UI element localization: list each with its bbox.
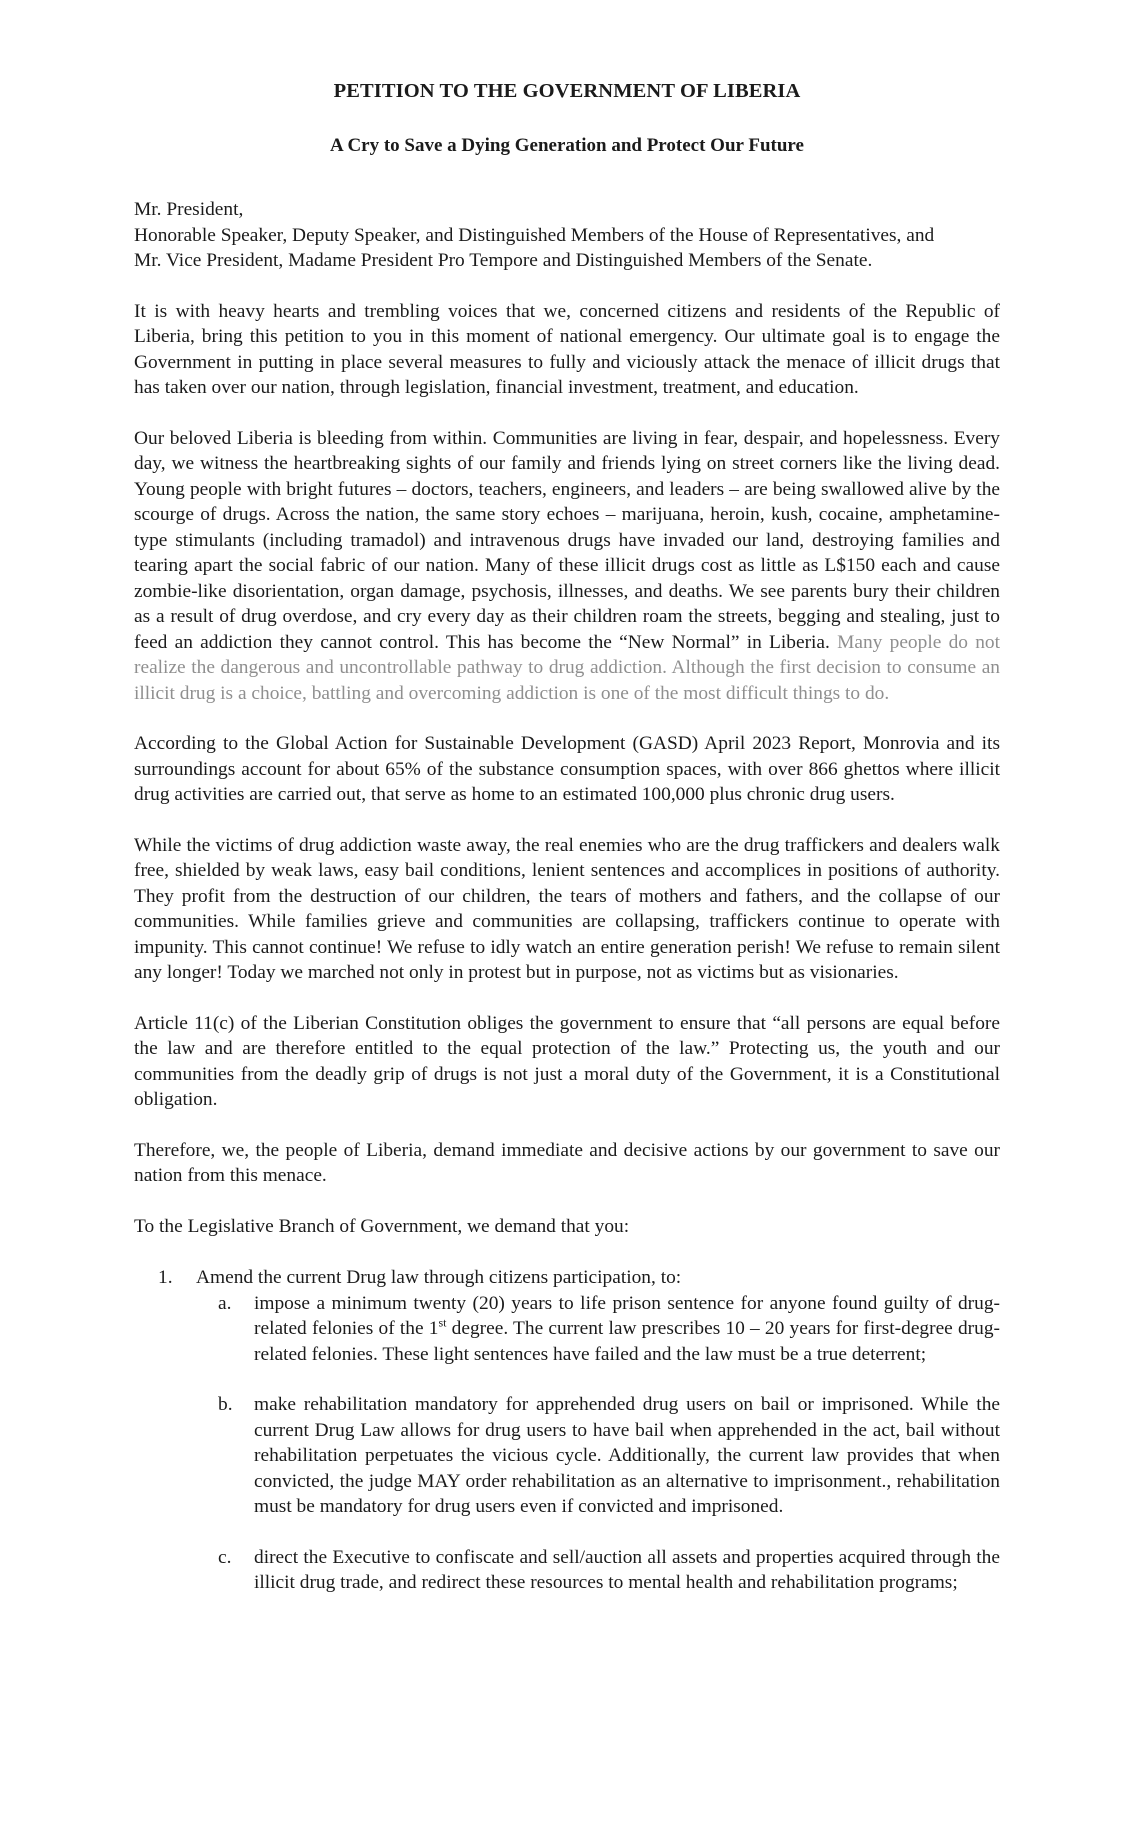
paragraph-therefore-demand: Therefore, we, the people of Liberia, demand immediate and decisive actions by our government to save our nation from this menace. <box>134 1139 1000 1186</box>
demand-subitem-a <box>196 1291 1000 1368</box>
paragraph-gasd-report: According to the Global Action for Sustainable Development (GASD) April 2023 Report, Monrovia and its surroundings account for about 65% of the substance consumption spaces, with over 866 ghettos where illicit drug activities are carried out, that serve as home to an estimated 100,000 plus chronic drug users. <box>134 733 1000 805</box>
salutation-line-president: Mr. President, <box>134 199 244 220</box>
page-title: PETITION TO THE GOVERNMENT OF LIBERIA <box>333 80 801 102</box>
demand-subitem-b-text: make rehabilitation mandatory for apprehended drug users on bail or imprisoned. While the current Drug Law allows for drug users to have bail when apprehended in the act, bail without rehabilitation perpetuates the vicious cycle. Additionally, the current law provides that when convicted, the judge MAY order rehabilitation as an alternative to imprisonment., rehabilitation must be mandatory for drug users even if convicted and imprisoned. <box>254 1394 1000 1517</box>
salutation-block <box>134 197 1000 274</box>
demand-subitem-c-text: direct the Executive to confiscate and sell/auction all assets and properties acquired through the illicit drug trade, and redirect these resources to mental health and rehabilitation programs; <box>254 1546 1000 1593</box>
paragraph-legislative-branch-intro: To the Legislative Branch of Government, we demand that you: <box>134 1215 630 1237</box>
page-subtitle: A Cry to Save a Dying Generation and Protect Our Future <box>330 135 804 156</box>
demand-subitem-b <box>196 1367 1000 1520</box>
paragraph-bleeding-grey-text: Many people do not realize the dangerous and uncontrollable pathway to drug addiction. Although the first decision to consume an illicit drug is a choice, battling and overcoming addiction is one of the most difficult things to do. <box>134 631 1000 704</box>
salutation-line-house: Honorable Speaker, Deputy Speaker, and Distinguished Members of the House of Representatives, and <box>134 224 935 246</box>
demand-subitem-a-text-part2: degree. The current law prescribes 10 – 20 years for first-degree drug-related felonies. These light sentences have failed and the law must be a true deterrent; <box>254 1318 1000 1365</box>
paragraph-traffickers: While the victims of drug addiction waste away, the real enemies who are the drug traffickers and dealers walk free, shielded by weak laws, easy bail conditions, lenient sentences and accomplices in positions of authority. They profit from the destruction of our children, the tears of mothers and fathers, and the collapse of our communities. While families grieve and communities are collapsing, traffickers continue to operate with impunity. This cannot continue! We refuse to idly watch an entire generation perish! We refuse to remain silent any longer! Today we marched not only in protest but in purpose, not as victims but as visionaries. <box>134 834 1000 983</box>
salutation-line-senate: Mr. Vice President, Madame President Pro Tempore and Distinguished Members of the Senate. <box>134 250 873 271</box>
paragraph-bleeding-black-text: Our beloved Liberia is bleeding from within. Communities are living in fear, despair, and hopelessness. Every day, we witness the heartbreaking sights of our family and friends lying on street corners like the living dead. Young people with bright futures – doctors, teachers, engineers, and leaders – are being swallowed alive by the scourge of drugs. Across the nation, the same story echoes – marijuana, heroin, kush, cocaine, amphetamine-type stimulants (including tramadol) and intravenous drugs have invaded our land, destroying families and tearing apart the social fabric of our nation. Many of these illicit drugs cost as little as L$150 each and cause zombie-like disorientation, organ damage, psychosis, illnesses, and deaths. We see parents bury their children as a result of drug overdose, and cry every day as their children roam the streets, begging and stealing, just to feed an addiction they cannot control. This has become the “New Normal” in Liberia. <box>134 427 1000 653</box>
demand-subitem-c <box>196 1520 1000 1596</box>
demands-list <box>134 1239 1000 1596</box>
paragraph-constitution-article: Article 11(c) of the Liberian Constitution obliges the government to ensure that “all persons are equal before the law and are therefore entitled to the equal protection of the law.” Protecting us, the youth and our communities from the deadly grip of drugs is not just a moral duty of the Government, it is a Constitutional obligation. <box>134 1012 1000 1110</box>
demand-subitem-a-text <box>254 1291 1000 1368</box>
demand-subitem-c-marker: c. <box>218 1546 232 1568</box>
paragraph-bleeding-from-within <box>134 401 1000 707</box>
demand-subitem-b-marker: b. <box>218 1394 233 1415</box>
demand-subitem-a-marker: a. <box>218 1292 232 1314</box>
demand-item-1-marker: 1. <box>158 1267 173 1288</box>
demand-item-1 <box>134 1265 1000 1596</box>
paragraph-opening: It is with heavy hearts and trembling voices that we, concerned citizens and residents of the Republic of Liberia, bring this petition to you in this moment of national emergency. Our ultimate goal is to engage the Government in putting in place several measures to fully and viciously attack the menace of illicit drugs that has taken over our nation, through legislation, financial investment, treatment, and education. <box>134 300 1000 398</box>
demand-subitem-a-text-part1: impose a minimum twenty (20) years to life prison sentence for anyone found guilty of drug-related felonies of the 1 <box>254 1292 1000 1339</box>
demand-subitem-a-ordinal-suffix: st <box>438 1315 447 1330</box>
demand-subitems-list <box>196 1291 1000 1596</box>
demand-item-1-text: Amend the current Drug law through citizens participation, to: <box>196 1267 682 1288</box>
